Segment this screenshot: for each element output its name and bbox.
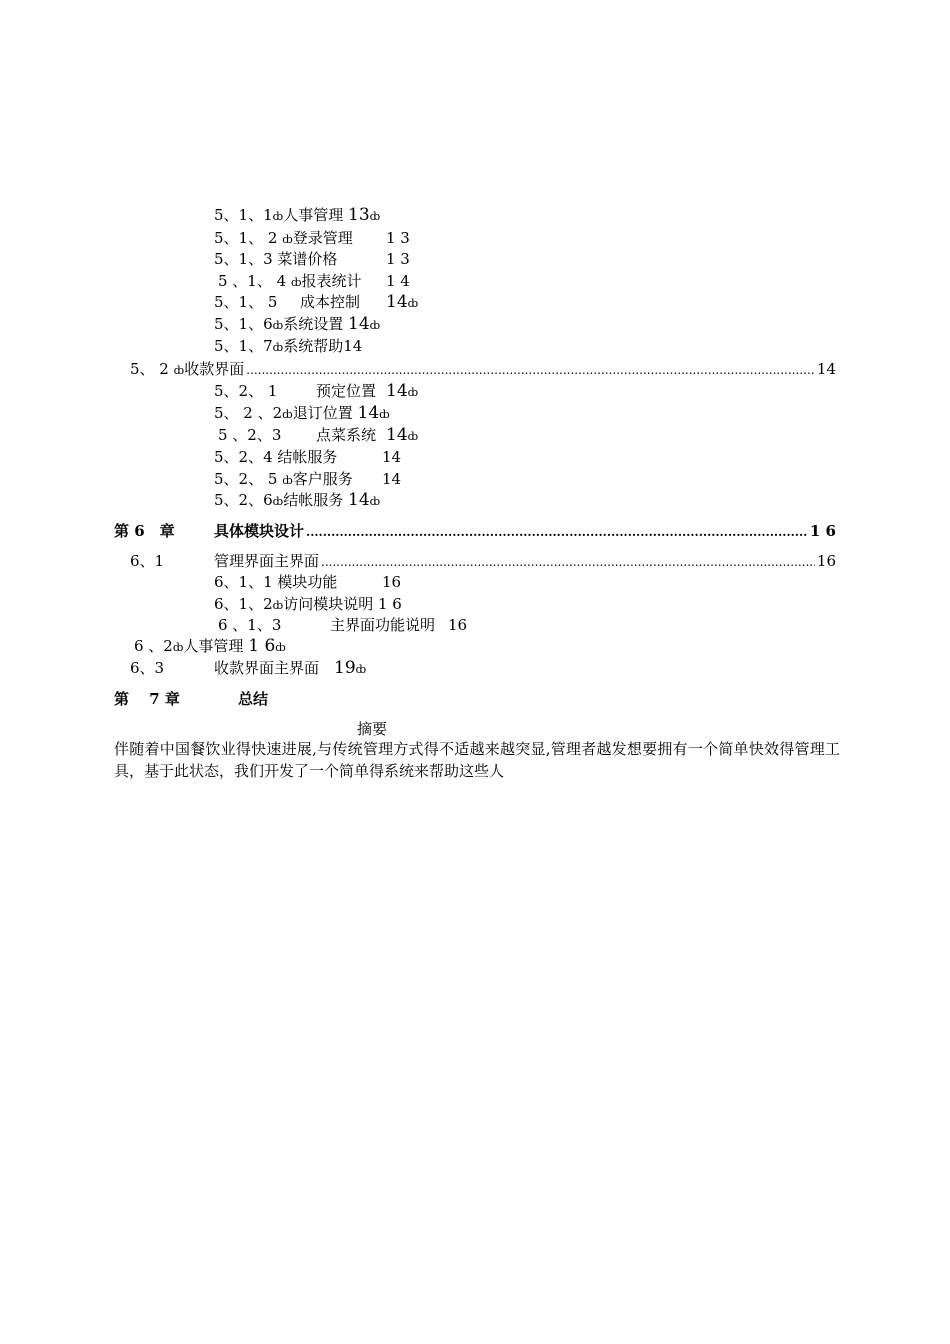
toc-entry-6-1-1: 6、1、1 模块功能 16 bbox=[214, 573, 402, 591]
toc-entry-5-2-3: 5 、2、3 点菜系统 14ȸ bbox=[218, 425, 419, 445]
toc-entry-5-1-2: 5、1、 2 ȸ登录管理 1 3 bbox=[214, 229, 410, 247]
toc-entry-5-2-1: 5、2、 1 预定位置 14ȸ bbox=[214, 381, 419, 401]
toc-entry-6-1-3: 6 、1、3 主界面功能说明 16 bbox=[218, 616, 468, 634]
toc-entry-5-1-4: 5 、1、 4 ȸ报表统计 1 4 bbox=[218, 272, 410, 290]
toc-chapter-7: 第 7 章 总结 bbox=[114, 690, 269, 708]
toc-entry-5-2-2: 5、 2 、2ȸ退订位置 14ȸ bbox=[214, 403, 390, 423]
toc-entry-5-1-6: 5、1、6ȸ系统设置 14ȸ bbox=[214, 314, 381, 334]
leader-dots bbox=[306, 522, 808, 542]
abstract-heading: 摘要 bbox=[357, 720, 388, 738]
toc-chapter-6: 第 6 章 具体模块设计 ..... 1 6 bbox=[114, 521, 836, 541]
toc-entry-6-3: 6、3 收款界面主界面 19ȸ bbox=[130, 658, 367, 678]
leader-dots bbox=[321, 552, 815, 572]
toc-entry-5-1-1: 5、1、1ȸ人事管理 13ȸ bbox=[214, 205, 381, 225]
toc-entry-5-1-7: 5、1、7ȸ系统帮助14 bbox=[214, 337, 363, 355]
toc-entry-5-1-3: 5、1、3 菜谱价格 1 3 bbox=[214, 250, 410, 268]
toc-entry-6-2: 6 、2ȸ人事管理 1 6ȸ bbox=[134, 636, 286, 656]
toc-entry-5-1-5: 5、1、 5 成本控制 14ȸ bbox=[214, 292, 419, 312]
leader-dots bbox=[246, 360, 815, 380]
abstract-body: 伴随着中国餐饮业得快速进展,与传统管理方式得不适越来越突显,管理者越发想要拥有一个简单快效得管理工具，基于此状态，我们开发了一个简单得系统来帮助这些人 bbox=[114, 740, 840, 780]
toc-entry-6-1-2: 6、1、2ȸ访问模块说明 1 6 bbox=[214, 595, 402, 613]
toc-entry-5-2: 5、 2 ȸ收款界面 ..... 14 bbox=[130, 359, 836, 379]
toc-entry-5-2-5: 5、2、 5 ȸ客户服务 14 bbox=[214, 470, 402, 488]
toc-entry-5-2-4: 5、2、4 结帐服务 14 bbox=[214, 448, 402, 466]
toc-entry-6-1: 6、1 管理界面主界面 ..... 16 bbox=[130, 551, 836, 571]
toc-entry-5-2-6: 5、2、6ȸ结帐服务 14ȸ bbox=[214, 490, 381, 510]
